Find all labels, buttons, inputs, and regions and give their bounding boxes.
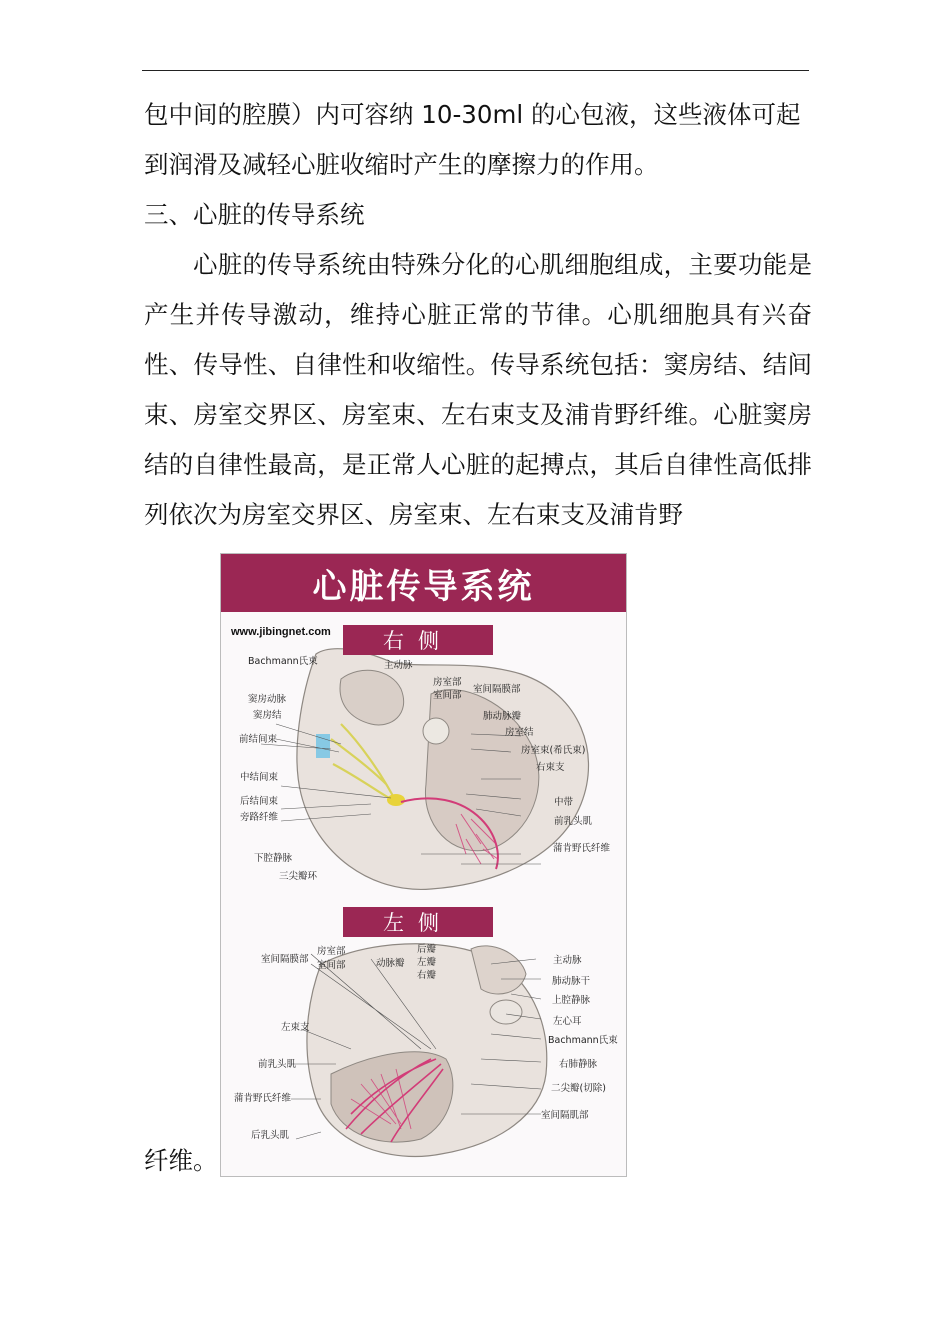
label-septum-membrane-l: 室间隔膜部	[261, 954, 309, 965]
label-mitral: 二尖瓣(切除)	[551, 1083, 606, 1094]
header-rule	[142, 70, 809, 71]
label-mid-internodal: 中结间束	[240, 772, 279, 783]
label-middle-band: 中带	[554, 797, 574, 808]
label-ivc: 下腔静脉	[254, 853, 293, 864]
label-sinus-artery: 窦房动脉	[248, 694, 287, 705]
label-left-cusp: 左瓣	[417, 957, 437, 968]
section-heading: 三、心脏的传导系统	[144, 200, 365, 229]
right-side-label: 右侧	[343, 625, 493, 655]
label-bypass: 旁路纤维	[240, 812, 279, 823]
label-right-bundle: 右束支	[536, 762, 565, 773]
label-aorta-l: 主动脉	[553, 955, 582, 966]
paragraph-1: 包中间的腔膜）内可容纳 10-30ml 的心包液，这些液体可起到润滑及减轻心脏收缩时产生的摩擦力的作用。	[144, 100, 801, 179]
label-left-bundle: 左束支	[281, 1022, 310, 1033]
label-av-node: 房室结	[505, 727, 534, 738]
label-left-auricle: 左心耳	[553, 1016, 582, 1027]
label-ant-papillary-l: 前乳头肌	[258, 1059, 297, 1070]
label-right-pulm-vein: 右肺静脉	[559, 1059, 598, 1070]
label-ant-papillary-r: 前乳头肌	[554, 816, 593, 827]
label-bachmann-l: Bachmann氏束	[548, 1035, 618, 1046]
left-side-label: 左侧	[343, 907, 493, 937]
label-posterior-cusp: 后瓣	[417, 944, 437, 955]
label-purkinje-l: 蒲肯野氏纤维	[234, 1093, 292, 1104]
label-aortic-valve: 动脉瓣	[376, 958, 405, 969]
label-right-cusp: 右瓣	[417, 970, 437, 981]
label-post-papillary: 后乳头肌	[251, 1130, 290, 1141]
heart-conduction-figure	[220, 553, 627, 1177]
label-post-internodal: 后结间束	[240, 796, 279, 807]
label-iv-part-l: 室间部	[317, 960, 346, 971]
label-ant-internodal: 前结间束	[239, 734, 278, 745]
label-iv-part-r: 室间部	[433, 690, 462, 701]
label-av-part-r: 房室部	[433, 677, 462, 688]
figure-watermark: www.jibingnet.com	[231, 626, 331, 638]
figure-title: 心脏传导系统	[221, 554, 626, 612]
label-septum-membrane-r: 室间隔膜部	[473, 684, 521, 695]
label-purkinje-r: 蒲肯野氏纤维	[553, 843, 611, 854]
label-pulm-trunk: 肺动脉干	[552, 976, 591, 987]
label-svc: 上腔静脉	[552, 995, 591, 1006]
label-bachmann-r: Bachmann氏束	[248, 656, 318, 667]
paragraph-tail: 纤维。	[144, 1146, 218, 1175]
label-sinus-node: 窦房结	[253, 710, 282, 721]
label-his: 房室束(希氏束)	[521, 745, 586, 756]
label-septum-muscle: 室间隔肌部	[541, 1110, 589, 1121]
paragraph-2: 心脏的传导系统由特殊分化的心肌细胞组成，主要功能是产生并传导激动，维持心脏正常的节律。心肌细胞具有兴奋性、传导性、自律性和收缩性。传导系统包括：窦房结、结间束、房室交界区、房室束、左右束支及浦肯野纤维。心脏窦房结的自律性最高，是正常人心脏的起搏点，其后自律性高低排列依次为房室交界区、房室束、左右束支及浦肯野	[144, 250, 812, 529]
label-av-part-l: 房室部	[317, 946, 346, 957]
label-pulm-valve: 肺动脉瓣	[483, 711, 522, 722]
label-aorta-r: 主动脉	[384, 660, 413, 671]
label-tricuspid-ring: 三尖瓣环	[279, 871, 318, 882]
